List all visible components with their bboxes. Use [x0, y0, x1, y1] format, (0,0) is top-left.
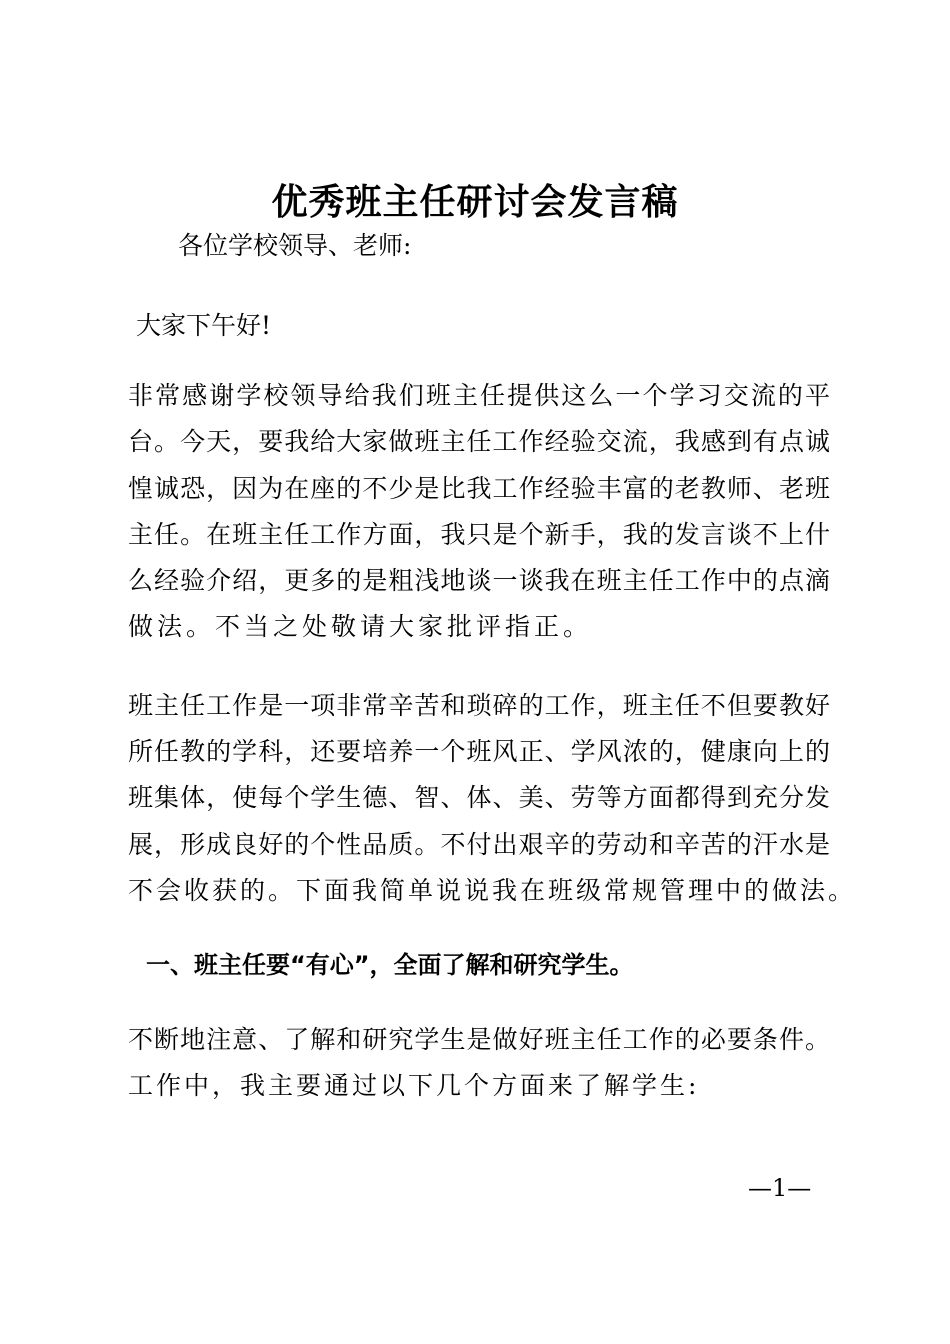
paragraph-line: 工作中，我主要通过以下几个方面来了解学生: — [128, 1071, 700, 1100]
paragraph-line: 展，形成良好的个性品质。不付出艰辛的劳动和辛苦的汗水是 — [128, 830, 830, 859]
paragraph-line: 班主任工作是一项非常辛苦和琐碎的工作，班主任不但要教好 — [128, 691, 830, 720]
document-title: 优秀班主任研讨会发言稿 — [271, 181, 679, 223]
paragraph-line: 么经验介绍，更多的是粗浅地谈一谈我在班主任工作中的点滴 — [128, 566, 830, 595]
paragraph-line: 主任。在班主任工作方面，我只是个新手，我的发言谈不上什 — [128, 520, 830, 549]
page-number: —1— — [748, 1174, 812, 1202]
greeting: 大家下午好! — [136, 311, 272, 340]
paragraph-line: 惶诚恐，因为在座的不少是比我工作经验丰富的老教师、老班 — [128, 474, 830, 503]
paragraph-line: 非常感谢学校领导给我们班主任提供这么一个学习交流的平 — [128, 381, 830, 410]
paragraph-line: 做法。不当之处敬请大家批评指正。 — [128, 612, 593, 641]
paragraph-line: 台。今天，要我给大家做班主任工作经验交流，我感到有点诚 — [128, 427, 830, 456]
paragraph-line: 不断地注意、了解和研究学生是做好班主任工作的必要条件。 — [128, 1025, 830, 1054]
section-heading: 一、班主任要“有心”，全面了解和研究学生。 — [146, 951, 634, 979]
paragraph-line: 班集体，使每个学生德、智、体、美、劳等方面都得到充分发 — [128, 783, 830, 812]
salutation: 各位学校领导、老师: — [178, 231, 412, 260]
paragraph-line: 所任教的学科，还要培养一个班风正、学风浓的，健康向上的 — [128, 737, 830, 766]
paragraph-line: 不会收获的。下面我简单说说我在班级常规管理中的做法。 — [128, 876, 857, 905]
